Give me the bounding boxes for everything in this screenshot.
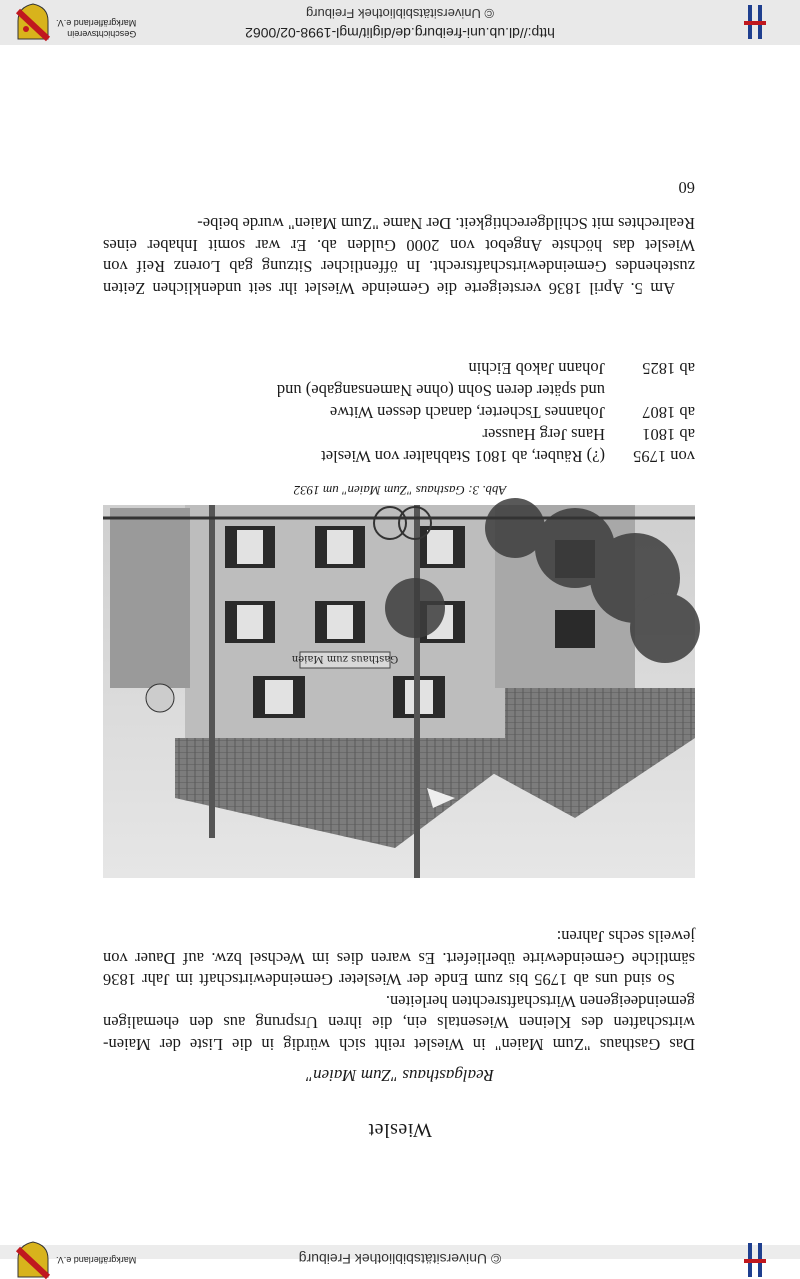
header-bar <box>0 0 800 45</box>
coat-of-arms-icon[interactable] <box>16 3 50 41</box>
innkeeper-year: von 1795 <box>633 447 695 466</box>
innkeeper-year: ab 1825 <box>642 359 695 378</box>
page-subtitle: Realgasthaus "Zum Maien" <box>305 1066 495 1085</box>
innkeeper-row <box>95 379 695 401</box>
innkeeper-name: Johannes Tscherter, danach dessen Witwe <box>329 403 605 422</box>
innkeeper-row <box>95 401 695 423</box>
inn-sign-text: Gasthaus zum Maien <box>291 653 399 664</box>
society-name <box>56 17 136 39</box>
innkeeper-list <box>95 357 695 467</box>
inn-photograph-image <box>103 505 695 878</box>
footer-copyright: © Universitätsbibliothek Freiburg <box>298 1251 502 1267</box>
innkeeper-name: (?) Räuber, ab 1801 Stabhalter von Wieslet <box>321 447 605 466</box>
innkeeper-name: und später deren Sohn (ohne Namensangabe) und <box>276 381 605 400</box>
intro-text-continued: So sind uns ab 1795 bis zum Ende der Wiesleter Gemeindewirtschaft im Jahr 1836 sämtliche Gemeindewirte überliefert. Es waren dies im Wechsel bzw. auf Dauer von jeweils sechs Jahren: <box>103 927 695 990</box>
footer-society: Markgräflerland e.V. <box>56 1255 137 1265</box>
innkeeper-row <box>95 357 695 379</box>
innkeeper-row <box>95 423 695 445</box>
innkeeper-row <box>95 445 695 467</box>
society-line-1: Geschichtsverein <box>67 29 137 39</box>
intro-paragraph <box>103 926 695 1055</box>
innkeeper-name: Hans Jerg Hausser <box>482 425 605 444</box>
bleed-through-text <box>103 1149 695 1199</box>
header-copyright: © Universitätsbibliothek Freiburg <box>305 6 495 21</box>
footer-ghost-bar <box>0 1245 800 1267</box>
page-number: 60 <box>678 178 695 197</box>
intro-text: Das Gasthaus "Zum Maien" in Wieslet reiht sich würdig in die Liste der Maien-wirtschaften des Kleinen Wiesentals ein, die ihren Ursprung aus den ehemaligen gemeindeeigenen Wirtschaftsrechten herleiten. <box>103 992 695 1054</box>
society-line-2: Markgräflerland e.V. <box>56 18 137 28</box>
innkeeper-name: Johann Jakob Eichin <box>468 359 605 378</box>
document-url-link[interactable]: http://dl.ub.uni-freiburg.de/diglit/mgl-1998-02/0062 <box>245 25 555 41</box>
page-title: Wieslet <box>368 1119 432 1141</box>
inn-photograph <box>103 505 695 878</box>
auction-paragraph <box>103 213 695 299</box>
photo-caption: Abb. 3: Gasthaus "Zum Maien" um 1932 <box>293 483 507 498</box>
coat-of-arms-icon <box>16 1241 50 1279</box>
innkeeper-year: ab 1807 <box>642 403 695 422</box>
auction-text: Am 5. April 1836 versteigerte die Gemeinde Wieslet ihr seit undenklichen Zeiten zustehendes Gemeindewirtschaftsrecht. In öffentlicher Sitzung gab Lorenz Reif von Wieslet das höchste Angebot von 2000 Gulden ab. Er war somit Inhaber eines Realrechtes mit Schildgerechtigkeit. Der Name "Zum Maien" wurde beibe- <box>103 214 695 298</box>
innkeeper-year: ab 1801 <box>642 425 695 444</box>
innkeeper-year <box>605 379 695 401</box>
